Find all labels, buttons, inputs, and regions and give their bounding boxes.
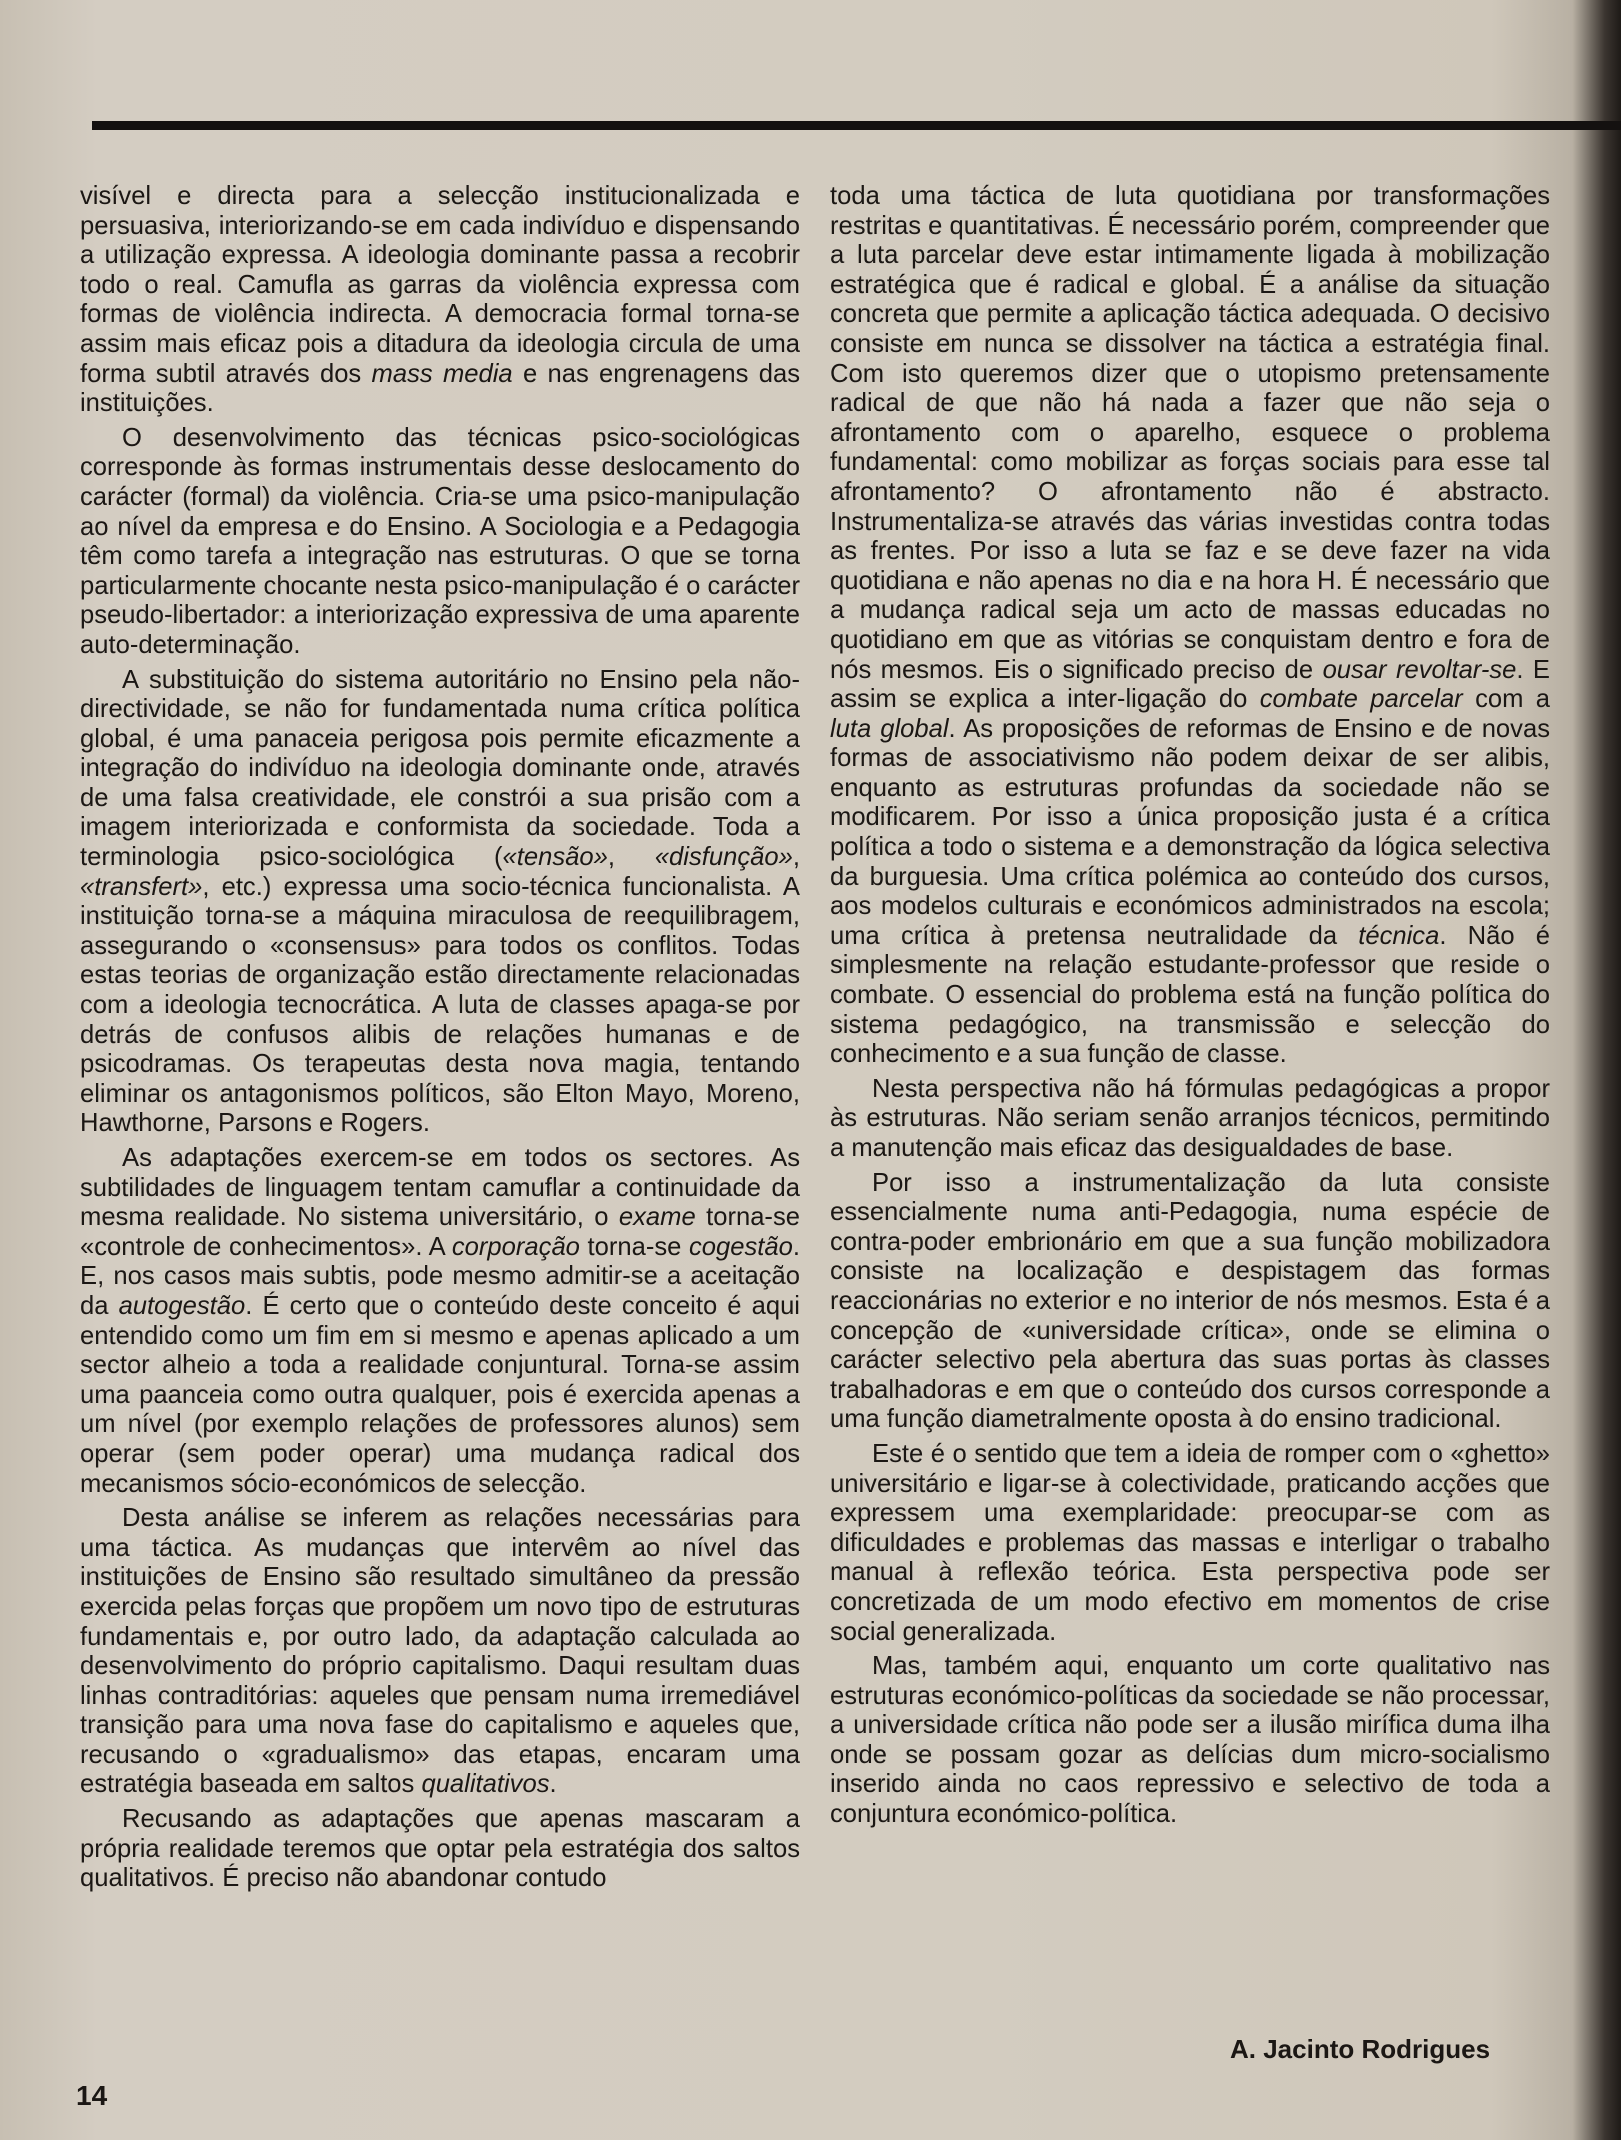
paragraph — [80, 1504, 800, 1800]
text-run: toda uma táctica de luta quotidiana por transformações restritas e quantitativas. É necessário porém, compreender que a luta parcelar deve estar intimamente ligada à mobilização estratégica que é radical e global. É a análise da situação concreta que permite a aplicação táctica adequada. O decisivo consiste em nunca se dissolver na táctica a estratégia final. Com isto queremos dizer que o utopismo pretensamente radical de que não há nada a fazer que não seja o afrontamento com o aparelho, esquece o problema fundamental: como mobilizar as forças sociais para esse tal afrontamento? O afrontamento não é abstracto. Instrumentaliza-se através das várias investidas contra todas as frentes. Por isso a luta se faz e se deve fazer na vida quotidiana e não apenas no dia e na hora H. É necessário que a mudança radical seja um acto de massas educadas no quotidiano em que as vitórias se conquistam dentro e fora de nós mesmos. Eis o significado preciso de — [830, 182, 1550, 684]
paragraph — [80, 182, 800, 419]
text-run: torna-se — [579, 1232, 689, 1261]
italic-term: exame — [618, 1203, 696, 1232]
italic-term: «disfunção» — [654, 843, 793, 872]
text-run: . É certo que o conteúdo deste conceito é aqui entendido como um fim em si mesmo e apenas aplicado a um sector alheio a toda a realidade conjuntural. Torna-se assim uma paanceia como outra qualquer, pois é exercida apenas a um nível (por exemplo relações de professores alunos) sem operar (sem poder operar) uma mudança radical dos mecanismos sócio-económicos de selecção. — [80, 1291, 800, 1498]
right-column — [830, 182, 1550, 1835]
italic-term: autogestão — [118, 1291, 246, 1320]
italic-term: cogestão — [689, 1232, 793, 1261]
text-run: Desta análise se inferem as relações necessárias para uma táctica. As mudanças que intervêm ao nível das instituições de Ensino são resultado simultâneo da pressão exercida pelas forças que propõem um novo tipo de estruturas fundamentais e, por outro lado, da adaptação calculada ao desenvolvimento do próprio capitalismo. Daqui resultam duas linhas contraditórias: aqueles que pensam numa irremediável transição para uma nova fase do capitalismo e aqueles que, recusando o «gradualismo» das etapas, encaram uma estratégia baseada em saltos — [80, 1504, 800, 1799]
paragraph — [830, 1440, 1550, 1647]
paragraph — [830, 1075, 1550, 1164]
text-run: , — [607, 843, 655, 872]
italic-term: «tensão» — [502, 843, 608, 872]
text-run: torna-se «controle de conhecimentos». A — [80, 1203, 800, 1261]
text-run: , etc.) expressa uma socio-técnica funcionalista. A instituição torna-se a máquina miraculosa de reequilibragem, assegurando o «consensus» para todos os conflitos. Todas estas teorias de organização estão directamente relacionadas com a ideologia tecnocrática. A luta de classes apaga-se por detrás de confusos alibis de relações humanas e de psicodramas. Os terapeutas desta nova magia, tentando eliminar os antagonismos políticos, são Elton Mayo, Moreno, Hawthorne, Parsons e Rogers. — [80, 872, 800, 1138]
italic-term: qualitativos — [421, 1770, 550, 1799]
paragraph — [830, 1652, 1550, 1830]
text-run: . E assim se explica a inter-ligação do — [830, 655, 1551, 714]
text-run: . Não é simplesmente na relação estudante-professor que reside o combate. O essencial do problema está na função política do sistema pedagógico, na transmissão e selecção do conhecimento e a sua função de classe. — [830, 921, 1550, 1069]
paragraph — [830, 182, 1550, 1070]
page-number: 14 — [76, 2080, 108, 2111]
text-run: . As proposições de reformas de Ensino e de novas formas de associativismo não podem deixar de ser alibis, enquanto as estruturas profundas da sociedade não se modificarem. Por isso a única proposição justa é a crítica política a todo o sistema e a demonstração da lógica selectiva da burguesia. Uma crítica polémica ao conteúdo dos cursos, aos modelos culturais e económicos administrados na escola; uma crítica à pretensa neutralidade da — [830, 714, 1550, 950]
text-run: Nesta perspectiva não há fórmulas pedagógicas a propor às estruturas. Não seriam senão arranjos técnicos, permitindo a manutenção mais eficaz das desigualdades de base. — [830, 1074, 1550, 1162]
paragraph — [80, 666, 800, 1140]
text-run: O desenvolvimento das técnicas psico-sociológicas corresponde às formas instrumentais desse deslocamento do carácter (formal) da violência. Cria-se uma psico-manipulação ao nível da empresa e do Ensino. A Sociologia e a Pedagogia têm como tarefa a integração nas estruturas. O que se torna particularmente chocante nesta psico-manipulação é o carácter pseudo-libertador: a interiorização expressiva de uma aparente auto-determinação. — [80, 423, 800, 659]
text-run: , — [792, 843, 800, 872]
italic-term: luta global — [830, 714, 949, 743]
italic-term: «transfert» — [80, 872, 203, 901]
author-signature: A. Jacinto Rodrigues — [1230, 2034, 1491, 2064]
text-run: Por isso a instrumentalização da luta consiste essencialmente numa anti-Pedagogia, numa espécie de contra-poder embrionário em que a sua função mobilizadora consiste na localização e despistagem das formas reaccionárias no exterior e no interior de nós mesmos. Esta é a concepção de «universidade crítica», onde se elimina o carácter selectivo pela abertura das suas portas às classes trabalhadoras e em que o conteúdo dos cursos corresponde a uma função diametralmente oposta à do ensino tradicional. — [830, 1168, 1550, 1434]
italic-term: técnica — [1358, 921, 1440, 950]
text-run: visível e directa para a selecção institucionalizada e persuasiva, interiorizando-se em cada indivíduo e dispensando a utilização expressa. A ideologia dominante passa a recobrir todo o real. Camufla as garras da violência expressa com formas de violência indirecta. A democracia formal torna-se assim mais eficaz pois a ditadura da ideologia circula de uma forma subtil através dos — [80, 182, 800, 388]
italic-term: mass media — [371, 359, 513, 388]
header-rule — [92, 121, 1621, 130]
italic-term: combate parcelar — [1259, 685, 1463, 714]
text-run: . E, nos casos mais subtis, pode mesmo admitir-se a aceitação da — [80, 1232, 800, 1320]
text-run: . — [549, 1770, 557, 1799]
text-run: Mas, também aqui, enquanto um corte qualitativo nas estruturas económico-políticas da sociedade se não processar, a universidade crítica não pode ser a ilusão mirífica duma ilha onde se possam gozar as delícias dum micro-socialismo inserido ainda no caos repressivo e selectivo de toda a conjuntura económico-política. — [830, 1652, 1550, 1829]
left-column — [80, 182, 800, 1899]
paragraph — [80, 1144, 800, 1499]
text-run: A substituição do sistema autoritário no Ensino pela não-directividade, se não for fundamentada numa crítica política global, é uma panaceia perigosa pois permite eficazmente a integração do indivíduo na ideologia dominante onde, através de uma falsa creatividade, ele constrói a sua prisão com a imagem interiorizada e conformista da sociedade. Toda a terminologia psico-sociológica ( — [80, 665, 800, 872]
italic-term: ousar revoltar-se — [1322, 655, 1517, 684]
italic-term: corporação — [451, 1232, 580, 1261]
text-run: Este é o sentido que tem a ideia de romper com o «ghetto» universitário e ligar-se à colectividade, praticando acções que expressem uma exemplaridade: preocupar-se com as dificuldades e problemas das massas e interligar o trabalho manual à reflexão teórica. Esta perspectiva pode ser concretizada de um modo efectivo em momentos de crise social generalizada. — [830, 1439, 1550, 1646]
paragraph — [80, 1805, 800, 1894]
text-run: Recusando as adaptações que apenas mascaram a própria realidade teremos que optar pela estratégia dos saltos qualitativos. É preciso não abandonar contudo — [80, 1805, 800, 1893]
paragraph — [830, 1169, 1550, 1435]
paragraph — [80, 424, 800, 661]
text-run: e nas engrenagens das instituições. — [80, 359, 801, 418]
text-run: com a — [1462, 685, 1550, 714]
text-run: As adaptações exercem-se em todos os sectores. As subtilidades de linguagem tentam camuflar a continuidade da mesma realidade. No sistema universitário, o — [80, 1144, 800, 1232]
